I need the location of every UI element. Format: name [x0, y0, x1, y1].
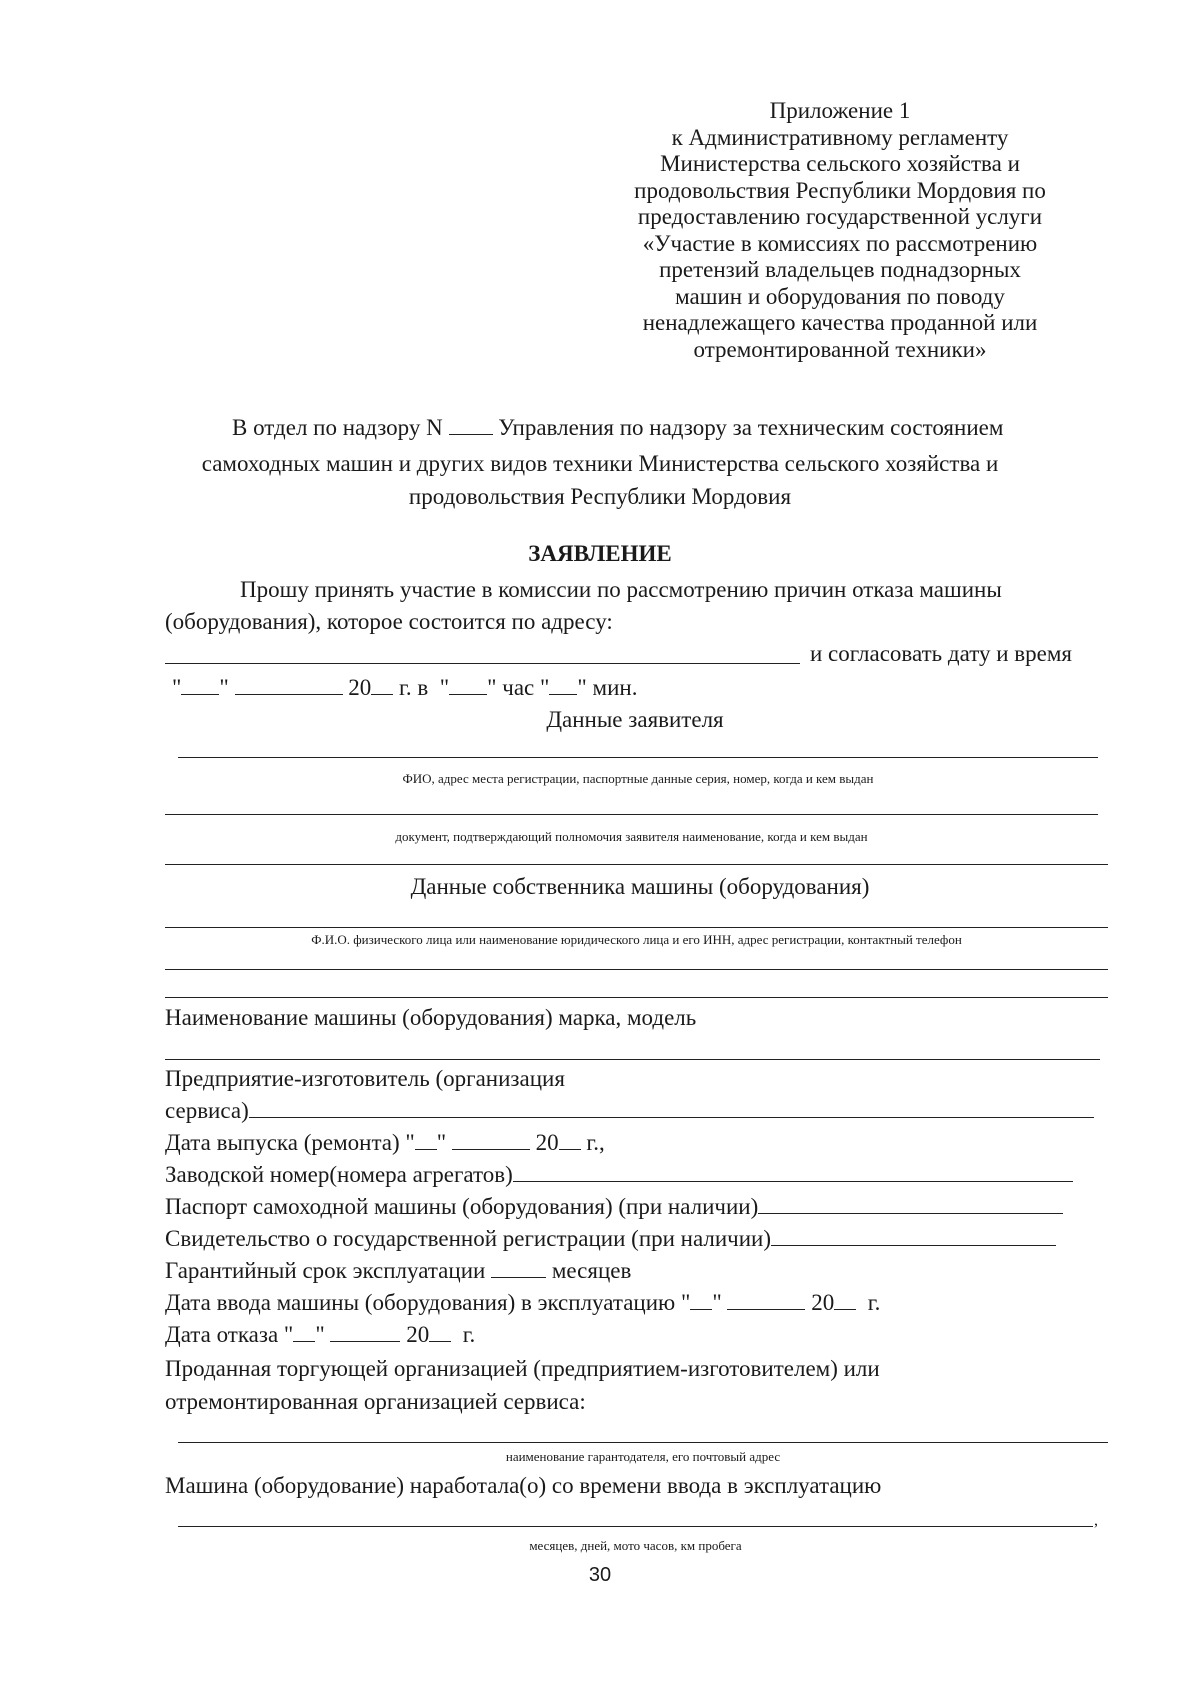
passport-blank[interactable] [758, 1195, 1063, 1214]
warranty-line [165, 1258, 631, 1284]
serial-line [165, 1162, 1073, 1188]
maker-line [165, 1098, 1094, 1124]
applicant-caption-2: документ, подтверждающий полномочия заявителя наименование, когда и кем выдан [395, 829, 868, 844]
addressee-dept-label: В отдел по надзору N [232, 415, 443, 440]
maker-label-2: сервиса) [165, 1098, 249, 1123]
appendix-line: машин и оборудования по поводу [675, 283, 1005, 309]
addressee-line-1 [232, 415, 1003, 441]
addressee-line-3: продовольствия Республики Мордовия [408, 484, 792, 509]
machine-name-label: Наименование машины (оборудования) марка, модель [165, 1005, 697, 1030]
hour-label: " час " [487, 675, 550, 700]
certificate-label: Свидетельство о государственной регистрации (при наличии) [165, 1226, 772, 1251]
appendix-line: ненадлежащего качества проданной или [642, 310, 1038, 335]
appendix-line: предоставлению государственной услуги [637, 204, 1043, 229]
appendix-line: Министерства сельского хозяйства и [660, 151, 1020, 176]
sold-line-2: отремонтированная организацией сервиса: [165, 1389, 586, 1414]
quote: " [712, 1290, 722, 1315]
minute-label: " мин. [577, 675, 638, 700]
request-line-3-tail: и согласовать дату и время [810, 641, 1072, 666]
failure-day-blank[interactable] [293, 1323, 315, 1342]
address-blank[interactable] [165, 663, 800, 664]
meeting-minute-blank[interactable] [549, 676, 577, 695]
release-date-line [165, 1130, 605, 1156]
maker-label-1: Предприятие-изготовитель (организация [165, 1066, 565, 1091]
request-line-2: (оборудования), которое состоится по адресу: [165, 609, 613, 634]
meeting-month-blank[interactable] [235, 676, 343, 695]
owner-caption: Ф.И.О. физического лица или наименование юридического лица и его ИНН, адрес регистрации, контактный телефон [311, 932, 962, 947]
passport-line [165, 1194, 1063, 1220]
applicant-document-blank[interactable] [165, 814, 1098, 815]
maker-blank[interactable] [249, 1099, 1094, 1118]
commission-date-label: Дата ввода машины (оборудования) в эксплуатацию " [165, 1290, 691, 1315]
addressee-line-2: самоходных машин и других видов техники Министерства сельского хозяйства и [201, 451, 999, 476]
year-prefix: 20 [406, 1322, 430, 1347]
commission-month-blank[interactable] [727, 1291, 805, 1310]
warranty-months-blank[interactable] [491, 1259, 546, 1278]
warranty-unit: месяцев [551, 1258, 632, 1283]
worked-label: Машина (оборудование) наработала(о) со времени ввода в эксплуатацию [165, 1473, 882, 1498]
appendix-line: продовольствия Республики Мордовия по [634, 177, 1046, 203]
year-prefix: 20 [348, 675, 372, 700]
failure-date-label: Дата отказа " [165, 1322, 294, 1347]
applicant-extra-blank[interactable] [165, 864, 1108, 865]
meeting-year-blank[interactable] [371, 676, 393, 695]
meeting-day-blank[interactable] [181, 676, 219, 695]
applicant-heading: Данные заявителя [546, 707, 724, 732]
year-suffix: г. в [399, 675, 429, 700]
failure-date-line [165, 1322, 475, 1348]
quote: " [436, 1130, 447, 1155]
appendix-line: к Административному регламенту [671, 124, 1009, 150]
certificate-blank[interactable] [771, 1227, 1056, 1246]
appendix-line: «Участие в комиссиях по рассмотрению [642, 230, 1038, 256]
meeting-date-line [172, 675, 637, 701]
meeting-hour-blank[interactable] [449, 676, 487, 695]
failure-year-blank[interactable] [429, 1323, 451, 1342]
commission-year-blank[interactable] [834, 1291, 856, 1310]
year-prefix: 20 [535, 1130, 559, 1155]
appendix-line: Приложение 1 [769, 98, 911, 123]
quote: " [172, 675, 182, 700]
owner-blank[interactable] [165, 927, 1108, 928]
release-month-blank[interactable] [452, 1131, 530, 1150]
quote: " [439, 675, 450, 700]
failure-month-blank[interactable] [330, 1323, 400, 1342]
applicant-name-blank[interactable] [178, 757, 1098, 758]
sold-line-1: Проданная торгующей организацией (предприятием-изготовителем) или [165, 1356, 880, 1381]
dept-number-blank[interactable] [449, 416, 493, 435]
serial-label: Заводской номер(номера агрегатов) [165, 1162, 513, 1187]
release-year-blank[interactable] [559, 1131, 581, 1150]
owner-extra-blank-1[interactable] [165, 969, 1108, 970]
commission-day-blank[interactable] [690, 1291, 712, 1310]
year-suffix: г., [586, 1130, 605, 1155]
machine-name-blank[interactable] [165, 1059, 1100, 1060]
appendix-line: отремонтированной техники» [693, 336, 987, 362]
applicant-caption-1: ФИО, адрес места регистрации, паспортные данные серия, номер, когда и кем выдан [402, 771, 874, 786]
request-line-1: Прошу принять участие в комиссии по рассмотрению причин отказа машины [240, 577, 1002, 602]
year-suffix: г. [462, 1322, 476, 1347]
appendix-line: претензий владельцев поднадзорных [659, 257, 1021, 282]
addressee-dept-name: Управления по надзору за техническим состоянием [498, 415, 1004, 440]
quote: " [315, 1322, 325, 1347]
quote: " [219, 675, 229, 700]
warranty-label: Гарантийный срок эксплуатации [165, 1258, 486, 1283]
certificate-line [165, 1226, 1056, 1252]
guarantor-caption: наименование гарантодателя, его почтовый адрес [505, 1449, 781, 1464]
worked-caption: месяцев, дней, мото часов, км пробега [529, 1538, 742, 1553]
passport-label: Паспорт самоходной машины (оборудования) (при наличии) [165, 1194, 759, 1219]
year-suffix: г. [867, 1290, 881, 1315]
year-prefix: 20 [811, 1290, 835, 1315]
release-day-blank[interactable] [415, 1131, 437, 1150]
owner-extra-blank-2[interactable] [165, 997, 1108, 998]
guarantor-blank[interactable] [178, 1442, 1108, 1443]
worked-comma: , [1094, 1512, 1098, 1529]
serial-blank[interactable] [513, 1163, 1073, 1182]
commission-date-line [165, 1290, 880, 1316]
appendix-block [620, 98, 1060, 363]
owner-heading: Данные собственника машины (оборудования) [410, 874, 870, 899]
page-number: 30 [588, 1564, 612, 1586]
worked-blank[interactable] [178, 1526, 1093, 1527]
release-date-label: Дата выпуска (ремонта) " [165, 1130, 415, 1155]
document-title: ЗАЯВЛЕНИЕ [528, 541, 672, 566]
